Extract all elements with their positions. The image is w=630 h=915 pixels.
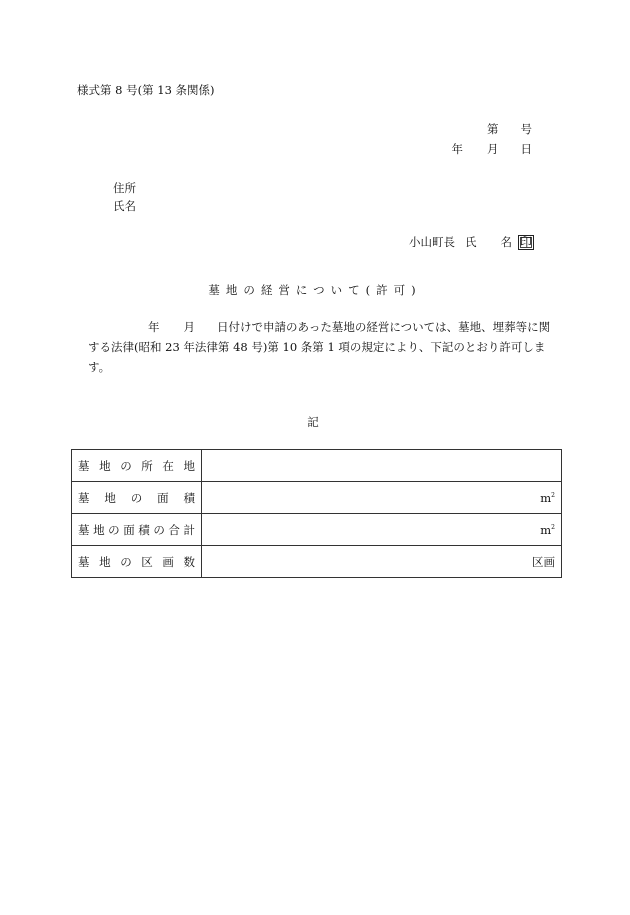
date-year: 年 bbox=[451, 142, 463, 156]
table-row bbox=[72, 450, 562, 482]
date-line bbox=[452, 141, 533, 157]
table-row bbox=[72, 546, 562, 578]
body-year: 年 bbox=[148, 320, 160, 334]
row-label: 墓 地 の 区 画 数 bbox=[72, 546, 202, 578]
row-value bbox=[202, 450, 562, 482]
form-number: 様式第 8 号(第 13 条関係) bbox=[77, 83, 215, 97]
number-dai: 第 bbox=[487, 122, 499, 136]
seal-mark: 印 bbox=[519, 235, 532, 249]
row-label: 墓 地 の 所 在 地 bbox=[72, 450, 202, 482]
date-day: 日 bbox=[520, 142, 532, 156]
document-title: 墓地の経営について(許可) bbox=[208, 283, 422, 297]
body-paragraph bbox=[88, 317, 554, 377]
date-month: 月 bbox=[487, 142, 499, 156]
body-month: 月 bbox=[183, 320, 195, 334]
issuer bbox=[409, 234, 534, 250]
unit-label: m bbox=[540, 522, 552, 537]
issuer-title: 小山町長 bbox=[408, 235, 455, 249]
ki-heading: 記 bbox=[307, 415, 319, 429]
row-value bbox=[202, 546, 562, 578]
name-label: 氏名 bbox=[113, 199, 136, 213]
unit-label: 区画 bbox=[532, 554, 555, 569]
unit-label: m bbox=[540, 490, 552, 505]
address-label: 住所 bbox=[113, 181, 136, 195]
table-row bbox=[72, 482, 562, 514]
document-number-line bbox=[487, 121, 532, 137]
issuer-mei: 名 bbox=[500, 235, 512, 249]
row-label: 墓 地 の 面 積 の 合 計 bbox=[72, 514, 202, 546]
issuer-shi: 氏 bbox=[464, 235, 477, 249]
table-row bbox=[72, 514, 562, 546]
row-value: $m^2$ bbox=[202, 514, 562, 546]
number-go: 号 bbox=[520, 122, 532, 136]
row-label: 墓 地 の 面 積 bbox=[72, 482, 202, 514]
row-value: $m^2$ bbox=[202, 482, 562, 514]
details-table bbox=[71, 449, 562, 578]
body-text: 日付けで申請のあった墓地の経営については、墓地、埋葬等に関する法律(昭和 23 年法律第 48 号)第 10 条第 1 項の規定により、下記のとおり許可します。 bbox=[88, 320, 551, 374]
